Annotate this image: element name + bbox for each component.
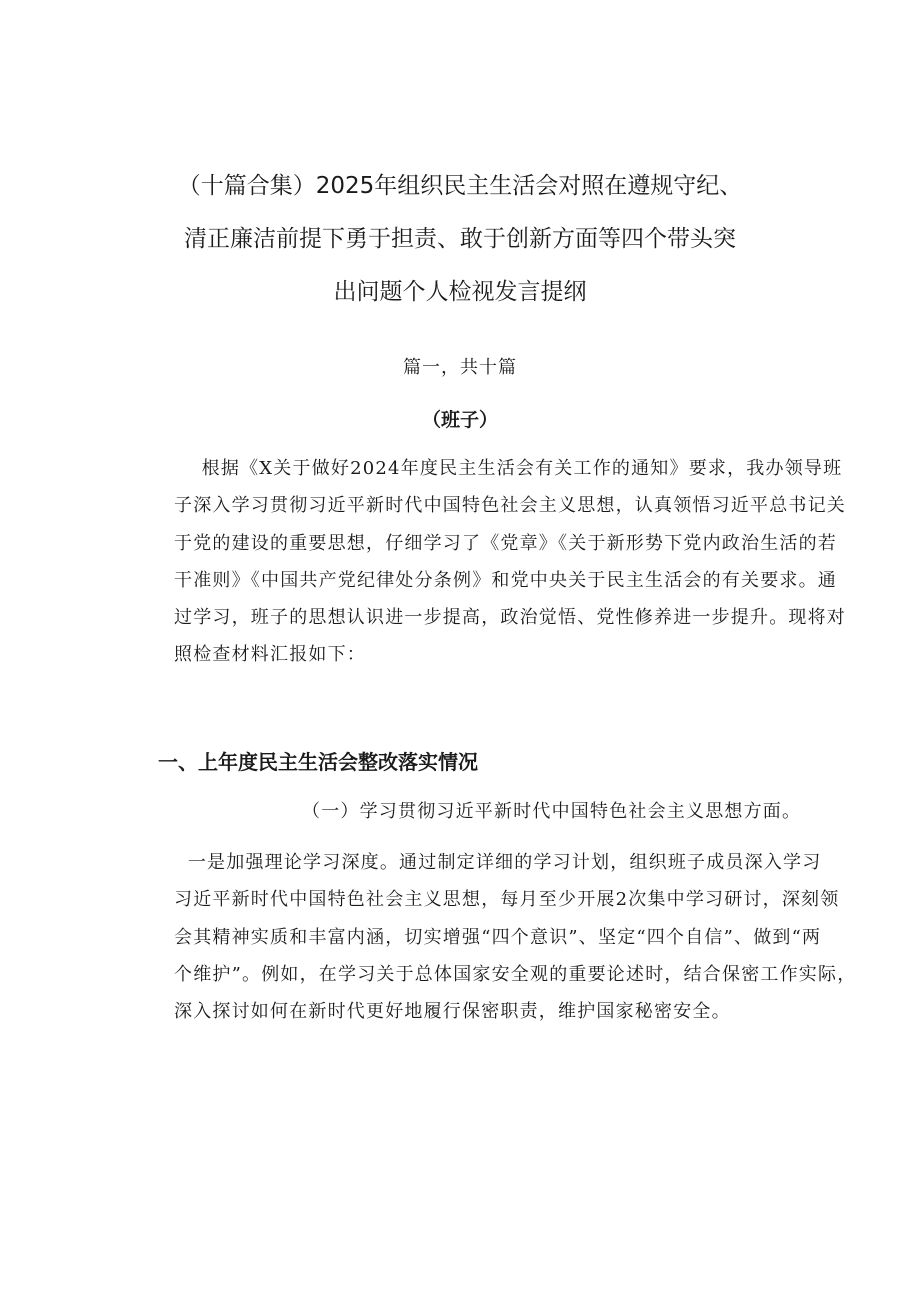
section-heading: 一、上年度民主生活会整改落实情况 [158,750,478,774]
paragraph-line: 一是加强理论学习深度。通过制定详细的学习计划，组织班子成员深入学习 [174,852,822,873]
article-number: 篇一，共十篇 [403,357,517,378]
subsection-heading: （一）学习贯彻习近平新时代中国特色社会主义思想方面。 [302,801,802,822]
paragraph-line: 照检查材料汇报如下： [174,644,366,666]
paragraph-line: 个维护”。例如，在学习关于总体国家安全观的重要论述时，结合保密工作实际， [174,963,857,985]
title-line-2: 清正廉洁前提下勇于担责、敢于创新方面等四个带头突 [184,226,736,252]
title-line-3: 出问题个人检视发言提纲 [333,279,587,305]
paragraph-line: 习近平新时代中国特色社会主义思想，每月至少开展2次集中学习研讨，深刻领 [174,889,840,911]
paragraph-line: 干准则》《中国共产党纪律处分条例》和党中央关于民主生活会的有关要求。通 [174,569,837,591]
paragraph-line: 会其精神实质和丰富内涵，切实增强“四个意识”、坚定“四个自信”、做到“两 [174,926,822,948]
paragraph-line: 深入探讨如何在新时代更好地履行保密职责，维护国家秘密安全。 [174,1001,731,1023]
paragraph-line: 子深入学习贯彻习近平新时代中国特色社会主义思想，认真领悟习近平总书记关 [174,495,846,517]
paragraph-line: 根据《X关于做好2024年度民主生活会有关工作的通知》要求，我办领导班 [174,458,843,479]
section-paragraph [174,844,857,1030]
paragraph-line: 过学习，班子的思想认识进一步提高，政治觉悟、党性修养进一步提升。现将对 [174,607,846,629]
title-line-1: （十篇合集）2025年组织民主生活会对照在遵规守纪、 [177,173,743,199]
paragraph-line: 于党的建设的重要思想，仔细学习了《党章》《关于新形势下党内政治生活的若 [174,532,837,554]
document-title [120,160,800,319]
intro-paragraph [174,450,846,674]
organization-label: （班子） [421,409,498,431]
